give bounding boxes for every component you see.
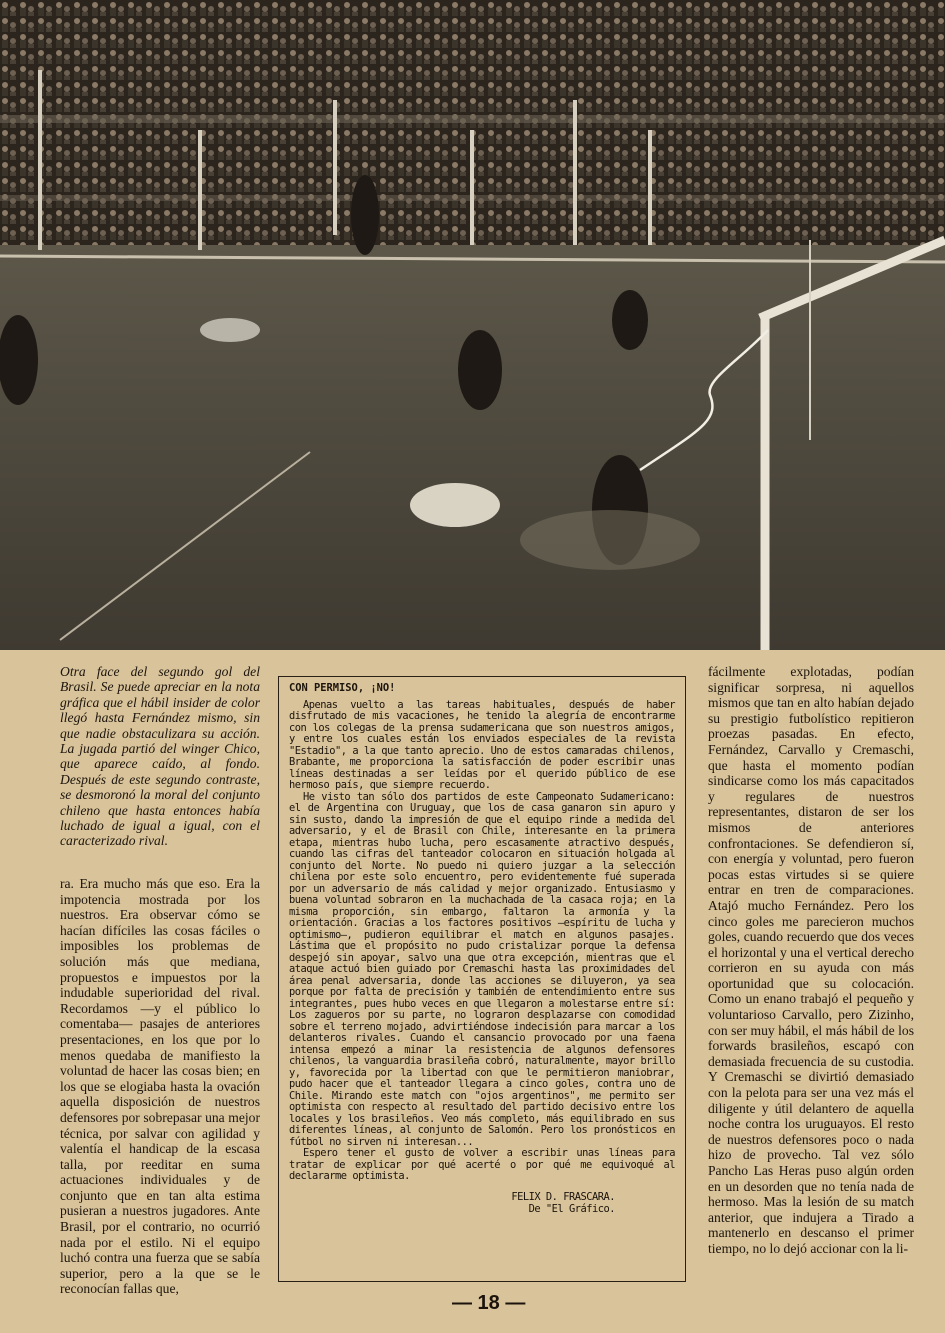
page-number: — 18 — — [452, 1292, 526, 1314]
photo-caption: Otra face del segundo gol del Brasil. Se puede apreciar en la nota gráfica que el hábil insider de color llegó hasta Fernández mismo, sin que nadie obstaculizara su acción. La jugada partió del winger Chico, que aparece caído, al fondo. Después de este segundo contraste, se desmoronó la moral del conjunto chileno que hasta entonces había luchado de igual a igual, con el caracterizado rival. — [60, 664, 260, 849]
letter-paragraph: Espero tener el gusto de volver a escribir unas líneas para tratar de explicar por qué acerté o por qué me equivoqué al declararme optimista. — [289, 1147, 675, 1182]
signature-source: De "El Gráfico. — [528, 1202, 615, 1215]
signature-name: FELIX D. FRASCARA. — [511, 1190, 615, 1203]
match-photograph — [0, 0, 945, 650]
letter-paragraph: Apenas vuelto a las tareas habituales, después de haber disfrutado de mis vacaciones, he tenido la alegría de encontrarme con los colegas de la prensa sudamericana que son nuestros amigos, y entre los cuales están los enviados especiales de la revista "Estadio", a la que tanto aprecio. Uno de estos camaradas chilenos, Brabante, me proporciona la satisfacción de poder escribir unas líneas destinadas a ser leídas por el querido público de ese hermoso país, que siempre recuerdo. — [289, 698, 675, 791]
letter-signature — [289, 1191, 675, 1215]
letter-title: CON PERMISO, ¡NO! — [289, 682, 396, 694]
article-column-right — [708, 664, 914, 1257]
letter-paragraph: He visto tan sólo dos partidos de este Campeonato Sudamericano: el de Argentina con Uruguay, que los de casa ganaron sin apuro y sin susto, dando la impresión de que el equipo rinde a medida del adversario, y el de Brasil con Chile, interesante en la primera etapa, mientras hubo lucha, pero escasamente atractivo después, cuando las cifras del tanteador colocaron en situación holgada al conjunto del Norte. No puedo ni quiero juzgar a la selección chilena por este solo encuentro, pero evidentemente fué superada por un adversario de más calidad y mejor organizado. Entusiasmo y buena voluntad sobraron en la muchachada de la casaca roja; en la misma proporción, sin embargo, faltaron la armonía y la orientación. Gracias a los factores positivos —espíritu de lucha y optimismo—, pudieron equilibrar el match en algunos pasajes. Lástima que el propósito no pudo cristalizar porque la defensa despejó sin apoyar, salvo una que otra excepción, mientras que el ataque actuó bien guiado por Cremaschi hasta las proximidades del área penal adversaria, donde las acciones se diluyeron, ya sea porque por falta de precisión y también de entendimiento entre sus integrantes, pues hubo veces en que llegaron a molestarse entre sí: Los zagueros por su parte, no lograron desplazarse con comodidad sobre el terreno mojado, advirtiéndose indecisión para marcar a los delanteros rivales. Cuando el cansancio provocado por una faena intensa empezó a minar la resistencia de algunos defensores chilenos, la vanguardia brasileña cobró, naturalmente, mayor brillo y, favorecida por la libertad con que le permitieron maniobrar, pudo hacer que el tanteador llegara a cinco goles, contra uno de Chile. Mirando este match con "ojos argentinos", me permito ser optimista con respecto al resultado del partido decisivo entre los locales y los brasileños. Veo más completo, más equilibrado en sus diferentes líneas, al conjunto de Salomón. Pero los pronósticos en fútbol no sirven ni interesan... — [289, 790, 675, 1148]
boxed-letter — [278, 676, 686, 1282]
article-column-left — [60, 876, 260, 1297]
article-text-right: fácilmente explotadas, podían significar sorpresa, ni aquellos mismos que tan en alto habían dejado su prestigio futbolístico repitieron proezas pasadas. En efecto, Fernández, Carvallo y Cremaschi, que hasta el momento podían sindicarse como los más capacitados y regulares de nuestros representantes, distaron de ser los mismos de anteriores confrontaciones. Se defendieron sí, con energía y voluntad, pero fueron pocas estas virtudes si se quiere entrar en tren de comparaciones. Atajó mucho Fernández. Pero los cinco goles me parecieron muchos goles, cuando recuerdo que dos veces el horizontal y una el vertical derecho corrieron en su ayuda con más oportunidad que su colocación. Como un enano trabajó el pequeño y voluntarioso Carvallo, pero Zizinho, con ser muy hábil, el más hábil de los forwards brasileños, escapó con demasiada frecuencia de su custodia. Y Cremaschi se divirtió demasiado con la pelota para ser una vez más el diligente y útil delantero de aquella noche contra los uruguayos. El resto de nuestros defensores poco o nada hizo de provecho. Tal vez sólo Pancho Las Heras puso algún orden en un desorden que no tenía nada de hermoso. Mas la lesión de su match anterior, que indujera a Tirado a mantenerlo en descanso el primer tiempo, no lo dejó accionar con la li- — [708, 664, 914, 1256]
article-text-left: ra. Era mucho más que eso. Era la impotencia mostrada por los nuestros. Era observar cómo se hacían difíciles las cosas fáciles o imposibles los problemas de solución más que mediana, propuestos e impuestos por la indudable superioridad del rival. Recordamos —y el público lo comentaba— pasajes de anteriores presentaciones, en los que por lo menos quedaba de manifiesto la voluntad de hacer las cosas bien; en los que se elogiaba hasta la ovación aquella disposición de nuestros defensores por sobrepasar una mejor técnica, por salvar con agilidad y valentía el handicap de la escasa talla, por reeditar en suma actuaciones individuales y de conjunto que en tan alta estima pusieran a nuestros jugadores. Ante Brasil, por el contrario, no ocurrió nada por el estilo. Ni el equipo luchó contra una fuerza que se sabía superior, pero a la que se le reconocían fallas que, — [60, 876, 260, 1297]
photo-illustration — [0, 0, 945, 650]
